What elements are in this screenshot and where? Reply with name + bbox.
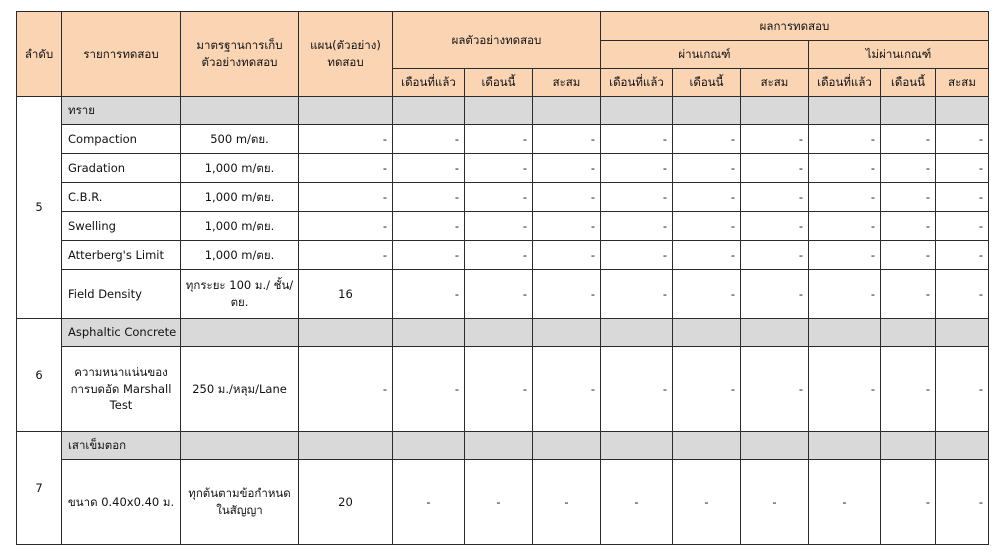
item-name: Field Density <box>62 270 181 319</box>
cell-value: - <box>533 241 601 270</box>
cell-value: - <box>601 125 673 154</box>
cell-value: - <box>465 154 533 183</box>
item-standard: 250 ม./หลุม/Lane <box>181 347 299 432</box>
cell-value: - <box>741 154 809 183</box>
cell-value: - <box>809 183 881 212</box>
header-fail-this-month: เดือนนี้ <box>881 69 936 97</box>
cell-value: - <box>393 460 465 545</box>
cell-value: - <box>533 460 601 545</box>
cell-value: - <box>673 212 741 241</box>
cell-value: - <box>936 125 989 154</box>
cell-value: - <box>393 125 465 154</box>
category-row <box>17 97 989 125</box>
cell-value: - <box>741 125 809 154</box>
header-sample-results: ผลตัวอย่างทดสอบ <box>393 12 601 69</box>
cell-value: - <box>936 241 989 270</box>
group-order: 7 <box>17 432 62 545</box>
cell-value: - <box>741 270 809 319</box>
header-fail: ไม่ผ่านเกณฑ์ <box>809 41 989 69</box>
cell-value: - <box>741 183 809 212</box>
cell-value: - <box>465 125 533 154</box>
item-plan: 20 <box>299 460 393 545</box>
cell-value: - <box>465 241 533 270</box>
header-fail-last-month: เดือนที่แล้ว <box>809 69 881 97</box>
item-standard: 1,000 m/ตย. <box>181 154 299 183</box>
cell-value: - <box>465 347 533 432</box>
header-plan: แผน(ตัวอย่าง) ทดสอบ <box>299 12 393 97</box>
cell-value: - <box>533 212 601 241</box>
cell-value: - <box>533 347 601 432</box>
header-pass-cumulative: สะสม <box>741 69 809 97</box>
header-sample-cumulative: สะสม <box>533 69 601 97</box>
cell-value: - <box>809 212 881 241</box>
cell-value: - <box>809 460 881 545</box>
cell-value: - <box>533 183 601 212</box>
cell-value: - <box>673 347 741 432</box>
item-standard: ทุกต้นตามข้อกำหนด ในสัญญา <box>181 460 299 545</box>
item-standard: 1,000 m/ตย. <box>181 241 299 270</box>
item-name: ขนาด 0.40x0.40 ม. <box>62 460 181 545</box>
cell-value: - <box>936 183 989 212</box>
category-label: Asphaltic Concrete <box>62 319 181 347</box>
cell-value: - <box>936 212 989 241</box>
header-pass-last-month: เดือนที่แล้ว <box>601 69 673 97</box>
cell-value: - <box>936 154 989 183</box>
test-results-table <box>16 11 989 545</box>
group-order: 6 <box>17 319 62 432</box>
cell-value: - <box>809 270 881 319</box>
item-name: Gradation <box>62 154 181 183</box>
cell-value: - <box>601 183 673 212</box>
item-plan: - <box>299 212 393 241</box>
item-plan: - <box>299 154 393 183</box>
category-label: ทราย <box>62 97 181 125</box>
header-sample-this-month: เดือนนี้ <box>465 69 533 97</box>
cell-value: - <box>601 460 673 545</box>
table-row <box>17 212 989 241</box>
cell-value: - <box>881 241 936 270</box>
item-plan: - <box>299 347 393 432</box>
cell-value: - <box>465 270 533 319</box>
table-row <box>17 270 989 319</box>
cell-value: - <box>393 347 465 432</box>
item-name: ความหนาแน่นของ การบดอัด Marshall Test <box>62 347 181 432</box>
table-row <box>17 460 989 545</box>
header-fail-cumulative: สะสม <box>936 69 989 97</box>
cell-value: - <box>465 212 533 241</box>
table-row <box>17 183 989 212</box>
cell-value: - <box>533 125 601 154</box>
table-row <box>17 347 989 432</box>
item-standard: 1,000 m/ตย. <box>181 183 299 212</box>
item-standard: 500 m/ตย. <box>181 125 299 154</box>
cell-value: - <box>809 241 881 270</box>
item-plan: - <box>299 183 393 212</box>
table-row <box>17 125 989 154</box>
item-name: C.B.R. <box>62 183 181 212</box>
cell-value: - <box>881 125 936 154</box>
group-order: 5 <box>17 97 62 319</box>
cell-value: - <box>601 241 673 270</box>
header-sample-last-month: เดือนที่แล้ว <box>393 69 465 97</box>
cell-value: - <box>881 183 936 212</box>
cell-value: - <box>465 183 533 212</box>
cell-value: - <box>809 347 881 432</box>
header-test-results: ผลการทดสอบ <box>601 12 989 41</box>
item-plan: - <box>299 241 393 270</box>
cell-value: - <box>936 270 989 319</box>
item-standard: 1,000 m/ตย. <box>181 212 299 241</box>
header-pass: ผ่านเกณฑ์ <box>601 41 809 69</box>
cell-value: - <box>393 241 465 270</box>
item-plan: - <box>299 125 393 154</box>
item-standard: ทุกระยะ 100 ม./ ชั้น/ตย. <box>181 270 299 319</box>
cell-value: - <box>601 347 673 432</box>
cell-value: - <box>601 270 673 319</box>
cell-value: - <box>393 183 465 212</box>
cell-value: - <box>673 241 741 270</box>
cell-value: - <box>673 125 741 154</box>
cell-value: - <box>936 347 989 432</box>
cell-value: - <box>881 270 936 319</box>
item-name: Atterberg's Limit <box>62 241 181 270</box>
table-row <box>17 154 989 183</box>
item-plan: 16 <box>299 270 393 319</box>
category-row <box>17 319 989 347</box>
cell-value: - <box>741 347 809 432</box>
category-label: เสาเข็มตอก <box>62 432 181 460</box>
cell-value: - <box>809 125 881 154</box>
cell-value: - <box>809 154 881 183</box>
item-name: Swelling <box>62 212 181 241</box>
cell-value: - <box>465 460 533 545</box>
cell-value: - <box>741 460 809 545</box>
table-row <box>17 241 989 270</box>
cell-value: - <box>601 154 673 183</box>
cell-value: - <box>393 154 465 183</box>
cell-value: - <box>533 154 601 183</box>
header-item: รายการทดสอบ <box>62 12 181 97</box>
cell-value: - <box>673 183 741 212</box>
cell-value: - <box>601 212 673 241</box>
header-order: ลำดับ <box>17 12 62 97</box>
cell-value: - <box>881 460 936 545</box>
header-pass-this-month: เดือนนี้ <box>673 69 741 97</box>
cell-value: - <box>741 212 809 241</box>
cell-value: - <box>881 347 936 432</box>
cell-value: - <box>741 241 809 270</box>
header-standard: มาตรฐานการเก็บ ตัวอย่างทดสอบ <box>181 12 299 97</box>
cell-value: - <box>673 154 741 183</box>
cell-value: - <box>936 460 989 545</box>
cell-value: - <box>881 212 936 241</box>
category-row <box>17 432 989 460</box>
cell-value: - <box>881 154 936 183</box>
cell-value: - <box>673 270 741 319</box>
cell-value: - <box>393 270 465 319</box>
cell-value: - <box>393 212 465 241</box>
item-name: Compaction <box>62 125 181 154</box>
cell-value: - <box>673 460 741 545</box>
cell-value: - <box>533 270 601 319</box>
